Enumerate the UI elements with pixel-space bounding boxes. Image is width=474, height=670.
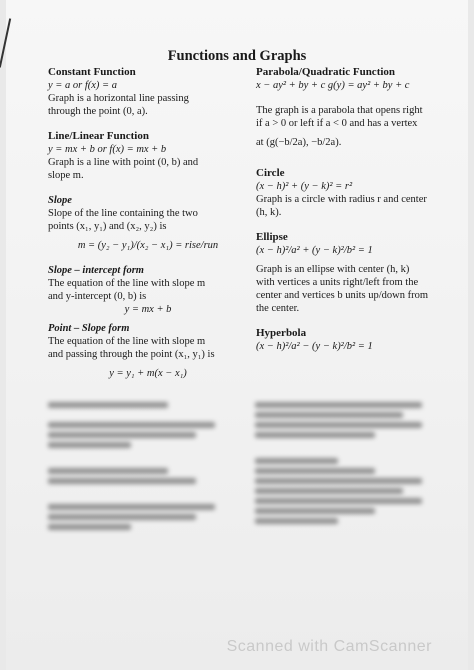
ellipse-desc-4: the center. <box>256 303 300 314</box>
point-slope-formula: y = y₁ + m(x − x₁) <box>109 368 187 379</box>
slope-formula: m = (y₂ − y₁)/(x₂ − x₁) = rise/run <box>77 240 219 251</box>
parabola-desc-3: at (g(−b/2a), −b/2a). <box>256 137 342 148</box>
slope-heading: Slope <box>48 195 72 206</box>
hyperbola-heading: Hyperbola <box>256 327 307 339</box>
slope-desc-1: Slope of the line containing the two <box>48 208 198 219</box>
slope-intercept-desc-1: The equation of the line with slope m <box>48 278 206 289</box>
slope-intercept-heading: Slope – intercept form <box>48 265 144 276</box>
circle-equation: (x − h)² + (y − k)² = r² <box>256 181 353 192</box>
slope-intercept-formula: y = mx + b <box>124 304 172 315</box>
constant-heading: Constant Function <box>48 66 136 78</box>
parabola-equation: x − ay² + by + c g(y) = ay² + by + c <box>256 80 410 91</box>
page-title: Functions and Graphs <box>167 48 307 64</box>
parabola-desc-2: if a > 0 or left if a < 0 and has a vertex <box>256 118 418 129</box>
ellipse-desc-1: Graph is an ellipse with center (h, k) <box>256 264 410 275</box>
ellipse-desc-3: center and vertices b units up/down from <box>256 290 429 301</box>
point-slope-heading: Point – Slope form <box>48 323 130 334</box>
hyperbola-equation: (x − h)²/a² − (y − k)²/b² = 1 <box>256 341 373 352</box>
linear-equation: y = mx + b or f(x) = mx + b <box>48 144 167 155</box>
linear-desc-2: slope m. <box>48 170 84 181</box>
blurred-right-block <box>255 398 440 528</box>
circle-desc-2: (h, k). <box>256 207 282 218</box>
circle-heading: Circle <box>256 167 285 179</box>
ellipse-desc-2: with vertices a units right/left from the <box>256 277 419 288</box>
constant-desc-1: Graph is a horizontal line passing <box>48 93 189 104</box>
point-slope-desc-1: The equation of the line with slope m <box>48 336 206 347</box>
parabola-desc-1: The graph is a parabola that opens right <box>256 105 423 116</box>
parabola-heading: Parabola/Quadratic Function <box>256 66 396 78</box>
right-column <box>256 66 434 353</box>
constant-equation: y = a or f(x) = a <box>48 80 117 91</box>
point-slope-desc-2: and passing through the point (x₁, y₁) is <box>48 349 215 360</box>
scanner-watermark: Scanned with CamScanner <box>226 638 432 655</box>
blurred-unreadable-section <box>40 398 440 618</box>
ellipse-equation: (x − h)²/a² + (y − k)²/b² = 1 <box>256 245 373 256</box>
linear-desc-1: Graph is a line with point (0, b) and <box>48 157 199 168</box>
slope-intercept-desc-2: and y-intercept (0, b) is <box>48 291 147 302</box>
ellipse-heading: Ellipse <box>256 231 288 243</box>
circle-desc-1: Graph is a circle with radius r and center <box>256 194 427 205</box>
left-column <box>48 66 248 380</box>
linear-heading: Line/Linear Function <box>48 130 149 142</box>
blurred-left-block <box>48 398 233 534</box>
constant-desc-2: through the point (0, a). <box>48 106 148 117</box>
slope-desc-2: points (x₁, y₁) and (x₂, y₂) is <box>48 221 167 232</box>
